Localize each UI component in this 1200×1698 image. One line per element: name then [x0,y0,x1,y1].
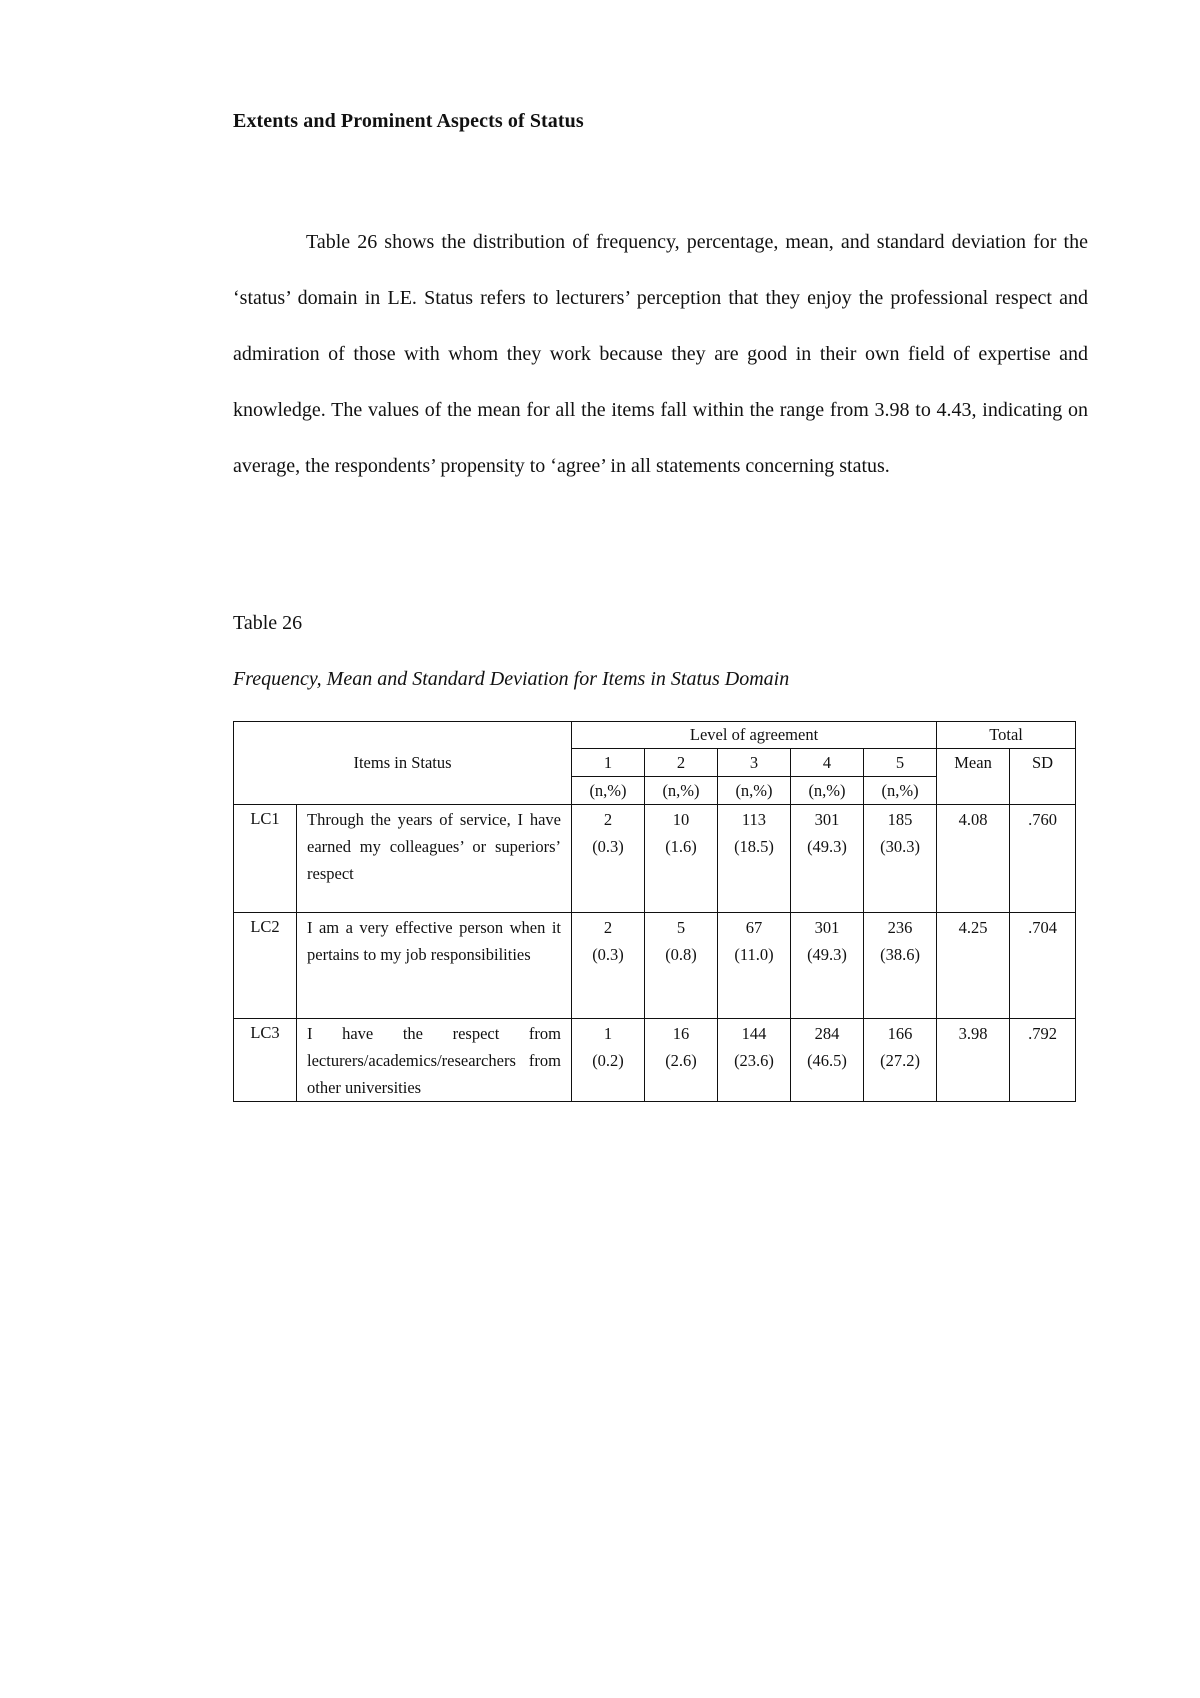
level-2-cell [645,805,718,913]
level-5-cell [864,913,937,1019]
level-unit: (n,%) [718,777,791,805]
item-code: LC1 [234,805,297,913]
item-code: LC2 [234,913,297,1019]
level-2-cell [645,1019,718,1102]
level-3-cell [718,1019,791,1102]
percent-value: (27.2) [880,1051,920,1070]
count-value: 166 [887,1024,913,1043]
count-value: 144 [741,1024,767,1043]
level-1-cell [572,805,645,913]
count-value: 10 [672,810,690,829]
percent-value: (0.3) [592,837,624,856]
count-value: 16 [672,1024,690,1043]
percent-value: (2.6) [665,1051,697,1070]
percent-value: (49.3) [807,945,847,964]
level-header: 1 [572,749,645,777]
count-value: 185 [887,810,913,829]
percent-value: (38.6) [880,945,920,964]
table-row [234,805,1076,913]
level-3-cell [718,805,791,913]
item-statement: I am a very effective person when it pertains to my job responsibilities [297,913,572,1019]
percent-value: (0.3) [592,945,624,964]
level-header: 5 [864,749,937,777]
table-label: Table 26 [233,612,303,634]
sd-header: SD [1010,749,1076,805]
level-unit: (n,%) [791,777,864,805]
level-5-cell [864,805,937,913]
mean-header: Mean [937,749,1010,805]
mean-value: 4.08 [937,805,1010,913]
percent-value: (23.6) [734,1051,774,1070]
items-header: Items in Status [234,722,572,805]
body-paragraph: Table 26 shows the distribution of frequency, percentage, mean, and standard deviation for the ‘status’ domain in LE. Status refers to lecturers’ perception that they enjoy the professional respect and admiration of those with whom they work because they are good in their own field of expertise and knowledge. The values of the mean for all the items fall within the range from 3.98 to 4.43, indicating on average, the respondents’ propensity to ‘agree’ in all statements concerning status. [233,231,1088,477]
status-domain-table [233,721,1076,1102]
table-row [234,1019,1076,1102]
level-unit: (n,%) [864,777,937,805]
level-1-cell [572,1019,645,1102]
level-5-cell [864,1019,937,1102]
level-unit: (n,%) [645,777,718,805]
percent-value: (30.3) [880,837,920,856]
sd-value: .704 [1010,913,1076,1019]
percent-value: (0.2) [592,1051,624,1070]
section-heading: Extents and Prominent Aspects of Status [233,110,584,132]
percent-value: (1.6) [665,837,697,856]
sd-value: .792 [1010,1019,1076,1102]
mean-value: 3.98 [937,1019,1010,1102]
item-statement: Through the years of service, I have earned my colleagues’ or superiors’ respect [297,805,572,913]
table-header-row-1 [234,722,1076,749]
sd-value: .760 [1010,805,1076,913]
level-1-cell [572,913,645,1019]
count-value: 113 [741,810,767,829]
count-value: 284 [814,1024,840,1043]
level-header: 3 [718,749,791,777]
count-value: 1 [603,1024,613,1043]
count-value: 5 [676,918,686,937]
level-unit: (n,%) [572,777,645,805]
percent-value: (11.0) [734,945,774,964]
item-code: LC3 [234,1019,297,1102]
level-3-cell [718,913,791,1019]
count-value: 2 [603,810,613,829]
percent-value: (46.5) [807,1051,847,1070]
count-value: 2 [603,918,613,937]
count-value: 301 [814,918,840,937]
count-value: 301 [814,810,840,829]
percent-value: (49.3) [807,837,847,856]
level-4-cell [791,1019,864,1102]
item-statement: I have the respect from lecturers/academics/researchers from other universities [297,1019,572,1102]
level-header: 4 [791,749,864,777]
percent-value: (0.8) [665,945,697,964]
level-4-cell [791,913,864,1019]
table-caption: Frequency, Mean and Standard Deviation for Items in Status Domain [233,668,790,690]
level-of-agreement-header: Level of agreement [572,722,937,749]
percent-value: (18.5) [734,837,774,856]
level-header: 2 [645,749,718,777]
count-value: 67 [745,918,763,937]
level-2-cell [645,913,718,1019]
level-4-cell [791,805,864,913]
count-value: 236 [887,918,913,937]
table-row [234,913,1076,1019]
mean-value: 4.25 [937,913,1010,1019]
total-header: Total [937,722,1076,749]
